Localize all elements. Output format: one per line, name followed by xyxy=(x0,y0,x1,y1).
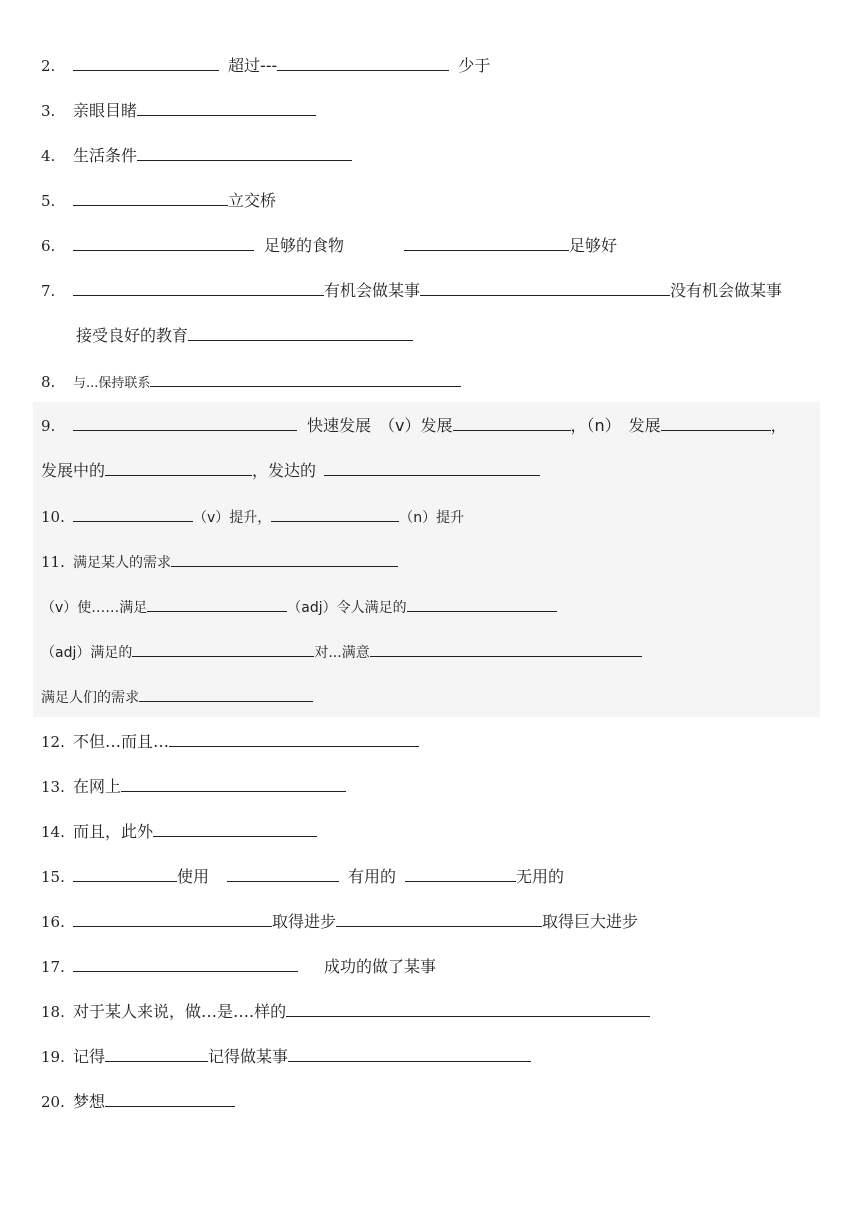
item-text: 快速发展 xyxy=(307,416,372,435)
answer-blank[interactable] xyxy=(147,596,287,612)
item-text: 梦想 xyxy=(73,1092,106,1111)
item-10 xyxy=(41,506,464,526)
item-text: 满足人们的需求 xyxy=(41,690,139,706)
item-text: 对...满意 xyxy=(314,645,370,661)
item-number: 20. xyxy=(41,1093,65,1111)
answer-blank[interactable] xyxy=(105,460,252,476)
item-5 xyxy=(41,190,276,210)
answer-blank[interactable] xyxy=(73,956,298,972)
item-4 xyxy=(41,145,352,165)
answer-blank[interactable] xyxy=(73,190,228,206)
answer-blank[interactable] xyxy=(324,460,540,476)
answer-blank[interactable] xyxy=(404,235,569,251)
item-text: 而且，此外 xyxy=(73,822,154,841)
item-text: （adj）满足的 xyxy=(41,645,133,661)
item-3 xyxy=(41,100,316,120)
item-text: 生活条件 xyxy=(73,146,138,165)
answer-blank[interactable] xyxy=(227,866,339,882)
item-number: 10. xyxy=(41,508,65,526)
answer-blank[interactable] xyxy=(137,145,352,161)
item-text: 发展中的 xyxy=(41,461,106,480)
answer-blank[interactable] xyxy=(336,911,542,927)
item-text: 有用的 xyxy=(348,867,397,886)
item-text: 超过--- xyxy=(228,56,278,75)
item-number: 2. xyxy=(41,57,56,75)
item-text: 记得 xyxy=(73,1047,106,1066)
item-number: 13. xyxy=(41,778,65,796)
item-text: 少于 xyxy=(458,56,491,75)
item-text: ，发达的 xyxy=(252,461,317,480)
item-9-continued xyxy=(41,460,540,480)
item-number: 18. xyxy=(41,1003,65,1021)
item-number: 19. xyxy=(41,1048,65,1066)
answer-blank[interactable] xyxy=(277,55,449,71)
item-text: （v）使……满足 xyxy=(41,600,148,616)
answer-blank[interactable] xyxy=(73,506,193,522)
item-7-continued xyxy=(76,325,413,345)
answer-blank[interactable] xyxy=(121,776,346,792)
item-number: 15. xyxy=(41,868,65,886)
item-text: 对于某人来说，做…是….样的 xyxy=(73,1002,287,1021)
item-text: 不但…而且… xyxy=(73,732,170,751)
item-20 xyxy=(41,1091,235,1111)
answer-blank[interactable] xyxy=(420,280,670,296)
item-11-people xyxy=(41,686,313,706)
item-text: 足够的食物 xyxy=(264,236,345,255)
item-15 xyxy=(41,866,564,886)
item-11-adj xyxy=(41,641,642,661)
answer-blank[interactable] xyxy=(73,911,272,927)
item-7 xyxy=(41,280,782,300)
answer-blank[interactable] xyxy=(288,1046,531,1062)
item-13 xyxy=(41,776,346,796)
answer-blank[interactable] xyxy=(73,235,254,251)
answer-blank[interactable] xyxy=(661,415,771,431)
item-text: 足够好 xyxy=(569,236,618,255)
item-19 xyxy=(41,1046,531,1066)
item-18 xyxy=(41,1001,650,1021)
item-11-verb-adj xyxy=(41,596,557,616)
item-number: 3. xyxy=(41,102,56,120)
item-text: （v）提升， xyxy=(193,510,272,526)
item-text: 亲眼目睹 xyxy=(73,101,138,120)
item-text: 没有机会做某事 xyxy=(670,281,783,300)
item-number: 11. xyxy=(41,553,65,571)
answer-blank[interactable] xyxy=(73,415,297,431)
answer-blank[interactable] xyxy=(105,1091,235,1107)
answer-blank[interactable] xyxy=(370,641,642,657)
item-number: 9. xyxy=(41,417,56,435)
item-number: 5. xyxy=(41,192,56,210)
item-text: ， xyxy=(770,416,787,435)
item-text: 满足某人的需求 xyxy=(73,555,171,571)
answer-blank[interactable] xyxy=(153,821,317,837)
item-text: （v）发展 xyxy=(379,416,453,435)
answer-blank[interactable] xyxy=(188,325,413,341)
item-number: 17. xyxy=(41,958,65,976)
answer-blank[interactable] xyxy=(286,1001,650,1017)
item-16 xyxy=(41,911,638,931)
item-number: 4. xyxy=(41,147,56,165)
answer-blank[interactable] xyxy=(139,686,313,702)
answer-blank[interactable] xyxy=(73,55,219,71)
answer-blank[interactable] xyxy=(150,371,461,387)
answer-blank[interactable] xyxy=(169,731,419,747)
item-text: 与...保持联系 xyxy=(73,376,151,391)
item-6 xyxy=(41,235,617,255)
item-number: 16. xyxy=(41,913,65,931)
item-text: 发展 xyxy=(628,416,661,435)
item-17 xyxy=(41,956,436,976)
item-number: 8. xyxy=(41,373,56,391)
item-text: 取得进步 xyxy=(272,912,337,931)
answer-blank[interactable] xyxy=(105,1046,208,1062)
item-number: 12. xyxy=(41,733,65,751)
item-text: 使用 xyxy=(177,867,210,886)
item-11 xyxy=(41,551,398,571)
item-number: 7. xyxy=(41,282,56,300)
item-text: 立交桥 xyxy=(228,191,277,210)
item-2 xyxy=(41,55,490,75)
item-text: 成功的做了某事 xyxy=(324,957,437,976)
answer-blank[interactable] xyxy=(137,100,316,116)
answer-blank[interactable] xyxy=(132,641,314,657)
item-text: 在网上 xyxy=(73,777,122,796)
item-text: （n）提升 xyxy=(399,510,465,526)
item-text: ，（n） xyxy=(570,416,621,435)
answer-blank[interactable] xyxy=(453,415,571,431)
answer-blank[interactable] xyxy=(171,551,398,567)
item-8 xyxy=(41,371,461,391)
item-text: 无用的 xyxy=(516,867,565,886)
answer-blank[interactable] xyxy=(271,506,399,522)
item-text: 接受良好的教育 xyxy=(76,326,189,345)
answer-blank[interactable] xyxy=(405,866,516,882)
item-12 xyxy=(41,731,419,751)
answer-blank[interactable] xyxy=(73,280,324,296)
item-text: 取得巨大进步 xyxy=(542,912,639,931)
answer-blank[interactable] xyxy=(73,866,177,882)
item-text: 有机会做某事 xyxy=(324,281,421,300)
item-text: （adj）令人满足的 xyxy=(287,600,407,616)
item-text: 记得做某事 xyxy=(208,1047,289,1066)
item-number: 14. xyxy=(41,823,65,841)
answer-blank[interactable] xyxy=(407,596,557,612)
item-number: 6. xyxy=(41,237,56,255)
item-14 xyxy=(41,821,317,841)
item-9 xyxy=(41,415,787,435)
